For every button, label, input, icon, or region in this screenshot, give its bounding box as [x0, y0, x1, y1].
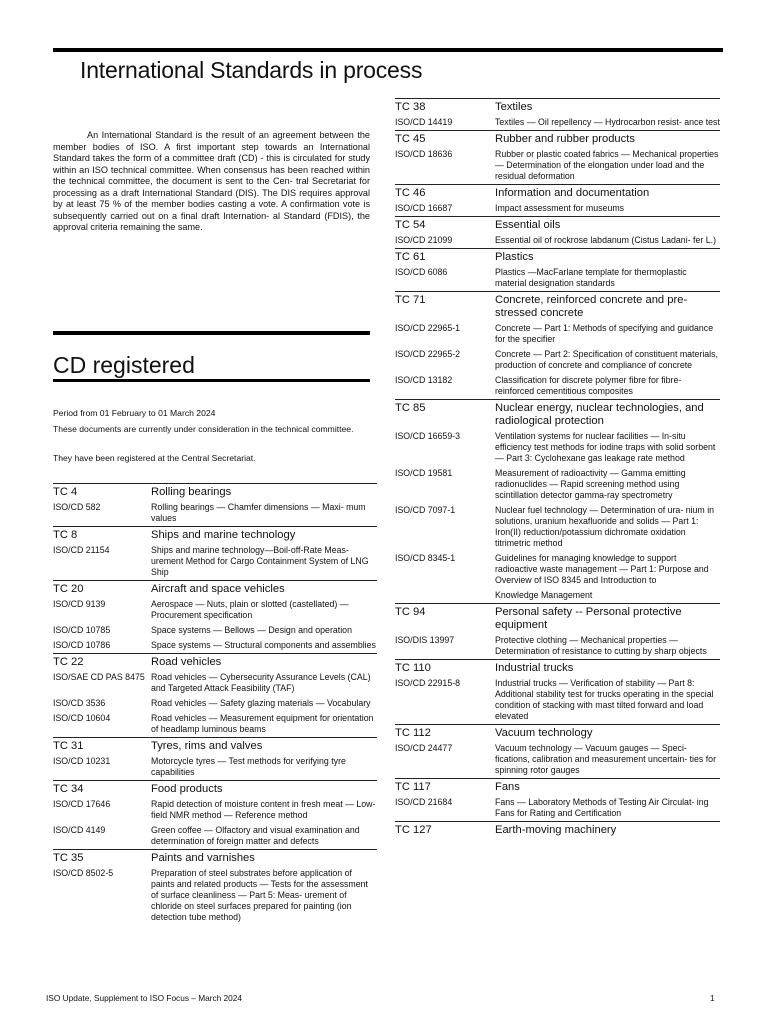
standard-number: ISO/CD 16687	[395, 203, 453, 213]
standard-row	[395, 267, 720, 289]
registered-text: They have been registered at the Central Secretariat.	[53, 453, 256, 463]
standard-number	[395, 590, 495, 601]
committee-name: Fans	[495, 781, 520, 793]
committee-name: Information and documentation	[495, 187, 650, 199]
committee-name: Ships and marine technology	[151, 529, 296, 541]
standard-number: ISO/CD 13182	[395, 375, 453, 385]
standard-row	[53, 698, 377, 709]
standard-number: ISO/DIS 13997	[395, 635, 455, 645]
intro-text: An International Standard is the result of an agreement between the member bodies of ISO. A first important step towards an International Standard takes the form of a committee draft (CD) - this is circulated for study within an ISO technical committee. When consensus has been reached within the technical committee, the document is sent to the Cen- tral Secretariat for processing as a draft International Standard (DIS). The DIS requires approval by at least 75 % of the member bodies casting a vote. A confirmation vote is subsequently carried out on a final draft Internation- al Standard (FDIS), the approval criteria remaining the same.	[53, 130, 370, 232]
standard-row	[53, 599, 377, 621]
standard-row	[395, 323, 720, 345]
standard-number: ISO/CD 8345-1	[395, 553, 456, 563]
standard-row	[395, 235, 720, 246]
standard-number: ISO/SAE CD PAS 8475	[53, 672, 145, 682]
left-committee-list	[53, 483, 377, 925]
committee-block	[395, 778, 720, 821]
committee-code: TC 94	[395, 606, 426, 618]
committee-block	[395, 821, 720, 839]
page-title: International Standards in process	[80, 57, 423, 83]
committee-header	[395, 400, 720, 428]
committee-code: TC 127	[395, 824, 432, 836]
committee-code: TC 4	[53, 486, 78, 498]
committee-block	[395, 603, 720, 659]
committee-name: Aircraft and space vehicles	[151, 583, 285, 595]
standard-row	[395, 678, 720, 722]
committee-block	[395, 248, 720, 291]
committee-name: Textiles	[495, 101, 533, 113]
standard-row	[395, 431, 720, 464]
standard-number: ISO/CD 19581	[395, 468, 453, 478]
committee-header	[395, 822, 720, 837]
standard-title: Road vehicles — Measurement equipment for orientation of headlamp luminous beams	[151, 713, 374, 734]
standard-title: Industrial trucks — Verification of stability — Part 8: Additional stability test for trucks operating in the special condition of stacking with mast tilted forward and load elevated	[495, 678, 714, 721]
standard-row	[395, 635, 720, 657]
standard-number: ISO/CD 24477	[395, 743, 453, 753]
committee-code: TC 46	[395, 187, 426, 199]
committee-block	[395, 724, 720, 778]
cd-section-title: CD registered	[53, 352, 195, 378]
committee-code: TC 8	[53, 529, 78, 541]
committee-name: Concrete, reinforced concrete and pre- stressed concrete	[495, 294, 688, 319]
committee-code: TC 20	[53, 583, 84, 595]
standard-title: Essential oil of rockrose labdanum (Cistus Ladani- fer L.)	[495, 235, 717, 245]
standard-number: ISO/CD 22965-2	[395, 349, 461, 359]
committee-code: TC 31	[53, 740, 84, 752]
intro-paragraph	[53, 130, 370, 234]
committee-code: TC 35	[53, 852, 84, 864]
committee-name: Essential oils	[495, 219, 561, 231]
standard-title: Fans — Laboratory Methods of Testing Air Circulat- ing Fans for Rating and Certification	[495, 797, 709, 818]
standard-number: ISO/CD 10785	[53, 625, 111, 635]
standard-title: Concrete — Part 1: Methods of specifying and guidance for the specifier	[495, 323, 714, 344]
committee-header	[395, 185, 720, 200]
committee-code: TC 85	[395, 402, 426, 414]
standard-number: ISO/CD 10231	[53, 756, 111, 766]
standard-number: ISO/CD 18636	[395, 149, 453, 159]
committee-header	[395, 660, 720, 675]
committee-code: TC 61	[395, 251, 426, 263]
standard-title: Classification for discrete polymer fibre for fibre- reinforced cementitious composites	[495, 375, 682, 396]
standard-title: Road vehicles — Cybersecurity Assurance Levels (CAL) and Targeted Attack Feasibility (TAF)	[151, 672, 371, 693]
committee-block	[53, 737, 377, 780]
standard-row	[395, 203, 720, 214]
standard-title: Green coffee — Olfactory and visual examination and determination of foreign matter and defects	[151, 825, 360, 846]
cd-section-rule	[53, 331, 370, 335]
standard-title: Guidelines for managing knowledge to support radioactive waste management — Part 1: Purpose and Overview of ISO 8345 and Introduction to	[495, 553, 709, 585]
standard-number: ISO/CD 6086	[395, 267, 448, 277]
standard-title: Preparation of steel substrates before application of paints and related products — Tests for the assessment of surface cleanliness — Part 5: Meas- urement of chloride on steel surfaces prepared for painting (ion detection tube method)	[151, 868, 368, 922]
committee-block	[395, 184, 720, 216]
committee-block	[395, 291, 720, 399]
standard-title: Rapid detection of moisture content in fresh meat — Low-field NMR method — Reference method	[151, 799, 376, 820]
standard-title: Ships and marine technology—Boil-off-Rate Meas- urement Method for Cargo Containment System of LNG Ship	[151, 545, 369, 577]
standard-number: ISO/CD 21154	[53, 545, 110, 555]
standard-row	[395, 468, 720, 501]
committee-header	[395, 725, 720, 740]
standard-row	[53, 868, 377, 923]
committee-name: Industrial trucks	[495, 662, 574, 674]
committee-block	[53, 483, 377, 526]
standard-title: Plastics —MacFarlane template for thermoplastic material designation standards	[495, 267, 687, 288]
standard-row	[395, 349, 720, 371]
committee-block	[53, 780, 377, 849]
committee-block	[395, 98, 720, 130]
standard-title: Ventilation systems for nuclear facilities — In-situ efficiency test methods for iodine traps with solid sorbent — Part 3: Cyclohexane gas leakage rate method	[495, 431, 716, 463]
standard-title: Aerospace — Nuts, plain or slotted (castellated) — Procurement specification	[151, 599, 349, 620]
footer-page-number: 1	[710, 993, 715, 1003]
committee-header	[395, 779, 720, 794]
committee-header	[53, 484, 377, 499]
committee-block	[53, 526, 377, 580]
standard-title: Rolling bearings — Chamfer dimensions — Maxi- mum values	[151, 502, 366, 523]
standard-row	[395, 375, 720, 397]
standard-row	[395, 117, 720, 128]
standard-row	[53, 640, 377, 651]
committee-block	[395, 216, 720, 248]
standard-number: ISO/CD 8502-5	[53, 868, 114, 878]
footer-publication: ISO Update, Supplement to ISO Focus – March 2024	[46, 993, 243, 1003]
standard-number: ISO/CD 17646	[53, 799, 111, 809]
standard-row	[53, 545, 377, 578]
standard-row	[53, 625, 377, 636]
committee-header	[53, 738, 377, 753]
standard-row	[53, 799, 377, 821]
committee-block	[53, 849, 377, 925]
committee-header	[53, 781, 377, 796]
standard-title: Protective clothing — Mechanical properties — Determination of resistance to cutting by sharp objects	[495, 635, 707, 656]
committee-header	[395, 99, 720, 114]
standard-row	[53, 502, 377, 524]
committee-header	[53, 654, 377, 669]
standard-number: ISO/CD 14419	[395, 117, 453, 127]
committee-block	[395, 399, 720, 603]
committee-name: Rolling bearings	[151, 486, 232, 498]
standard-row	[53, 825, 377, 847]
committee-header	[395, 292, 720, 320]
committee-name: Personal safety -- Personal protective equipment	[495, 606, 682, 631]
standard-title: Space systems — Structural components and assemblies	[151, 640, 376, 650]
standard-row	[395, 590, 720, 601]
committee-header	[395, 131, 720, 146]
committee-block	[53, 653, 377, 737]
standard-row	[53, 756, 377, 778]
consideration-text: These documents are currently under consideration in the technical committee.	[53, 424, 354, 434]
standard-number: ISO/CD 7097-1	[395, 505, 456, 515]
standard-title: Knowledge Management	[495, 590, 593, 600]
standard-title: Nuclear fuel technology — Determination of ura- nium in solutions, uranium hexafluoride and solids — Part 1: Iron(II) reduction/potassium dichromate oxidation titrimetric method	[495, 505, 715, 548]
standard-number: ISO/CD 16659-3	[395, 431, 461, 441]
committee-name: Tyres, rims and valves	[151, 740, 263, 752]
standard-title: Rubber or plastic coated fabrics — Mechanical properties — Determination of the elongation under load and the residual deformation	[495, 149, 719, 181]
committee-code: TC 117	[395, 781, 431, 793]
committee-code: TC 22	[53, 656, 84, 668]
standard-title: Vacuum technology — Vacuum gauges — Speci- fications, calibration and measurement uncertain- ties for spinning rotor gauges	[495, 743, 717, 775]
committee-header	[395, 249, 720, 264]
standard-number: ISO/CD 22915-8	[395, 678, 461, 688]
top-rule	[53, 48, 723, 52]
standard-title: Road vehicles — Safety glazing materials — Vocabulary	[151, 698, 371, 708]
committee-name: Vacuum technology	[495, 727, 593, 739]
committee-code: TC 71	[395, 294, 426, 306]
committee-header	[53, 527, 377, 542]
committee-header	[53, 850, 377, 865]
standard-number: ISO/CD 10786	[53, 640, 111, 650]
committee-name: Rubber and rubber products	[495, 133, 635, 145]
committee-code: TC 38	[395, 101, 426, 113]
period-text: Period from 01 February to 01 March 2024	[53, 408, 216, 418]
committee-name: Paints and varnishes	[151, 852, 255, 864]
right-committee-list	[395, 98, 720, 839]
standard-title: Measurement of radioactivity — Gamma emitting radionuclides — Rapid screening method using scintillation detector gamma-ray spectrometry	[495, 468, 686, 500]
committee-code: TC 54	[395, 219, 426, 231]
committee-block	[53, 580, 377, 653]
standard-number: ISO/CD 10604	[53, 713, 111, 723]
standard-title: Textiles — Oil repellency — Hydrocarbon resist- ance test	[495, 117, 720, 127]
committee-header	[395, 217, 720, 232]
standard-title: Impact assessment for museums	[495, 203, 625, 213]
standard-number: ISO/CD 9139	[53, 599, 106, 609]
standard-row	[395, 505, 720, 549]
committee-name: Food products	[151, 783, 223, 795]
standard-row	[395, 797, 720, 819]
standard-title: Concrete — Part 2: Specification of constituent materials, production of concrete and compliance of concrete	[495, 349, 718, 370]
committee-name: Nuclear energy, nuclear technologies, and radiological protection	[495, 402, 704, 427]
cd-title-underline	[53, 379, 370, 382]
standard-number: ISO/CD 3536	[53, 698, 106, 708]
committee-header	[53, 581, 377, 596]
standard-number: ISO/CD 582	[53, 502, 101, 512]
committee-code: TC 110	[395, 662, 431, 674]
committee-name: Road vehicles	[151, 656, 222, 668]
committee-name: Plastics	[495, 251, 534, 263]
standard-row	[395, 553, 720, 586]
committee-code: TC 112	[395, 727, 431, 739]
standard-row	[53, 713, 377, 735]
standard-number: ISO/CD 21099	[395, 235, 453, 245]
standard-row	[395, 149, 720, 182]
committee-block	[395, 659, 720, 724]
standard-row	[53, 672, 377, 694]
standard-row	[395, 743, 720, 776]
standard-title: Motorcycle tyres — Test methods for verifying tyre capabilities	[151, 756, 346, 777]
committee-code: TC 45	[395, 133, 426, 145]
standard-number: ISO/CD 4149	[53, 825, 106, 835]
standard-title: Space systems — Bellows — Design and operation	[151, 625, 352, 635]
committee-code: TC 34	[53, 783, 84, 795]
committee-header	[395, 604, 720, 632]
committee-block	[395, 130, 720, 184]
standard-number: ISO/CD 21684	[395, 797, 453, 807]
standard-number: ISO/CD 22965-1	[395, 323, 461, 333]
committee-name: Earth-moving machinery	[495, 824, 617, 836]
